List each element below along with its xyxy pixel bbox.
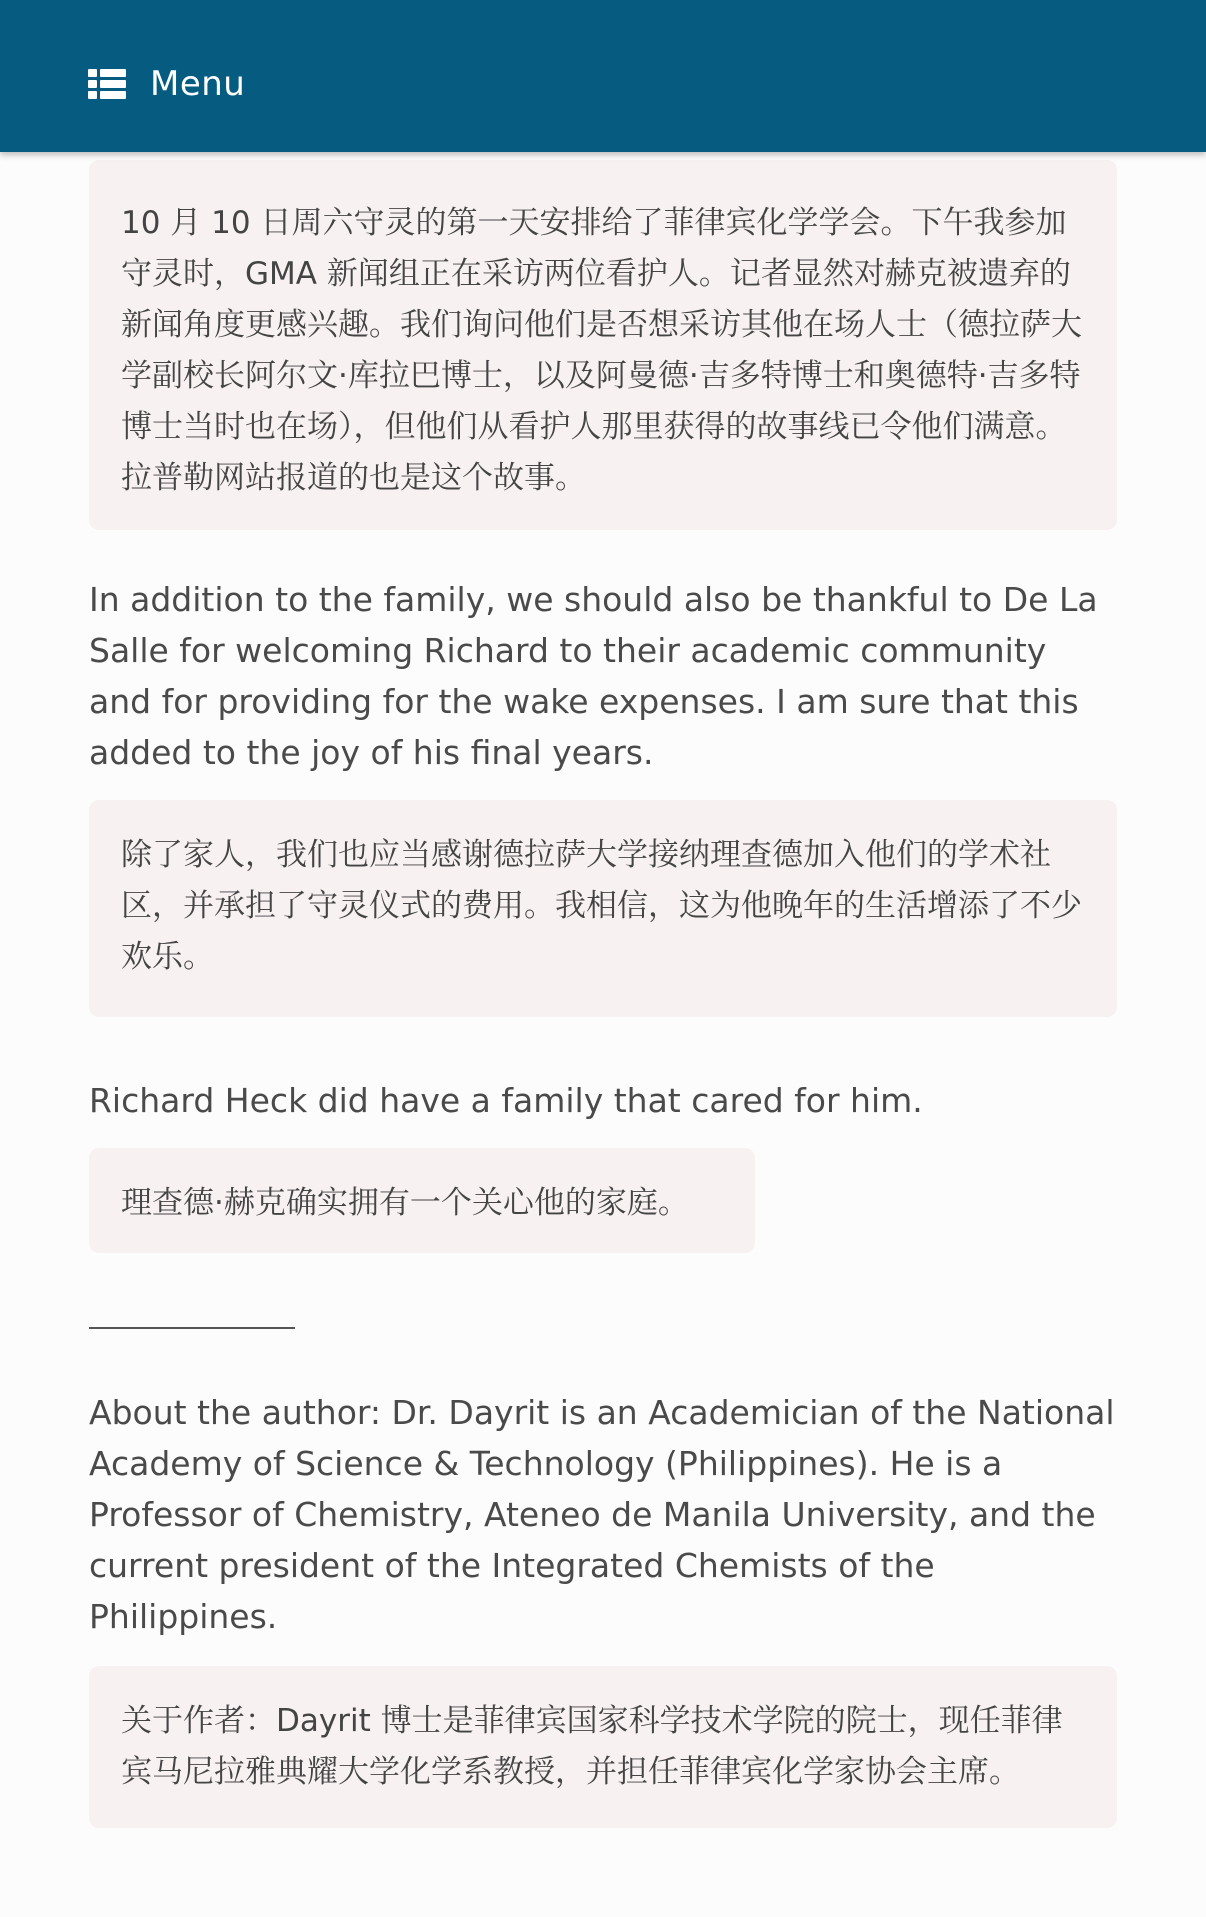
translation-block: 除了家人，我们也应当感谢德拉萨大学接纳理查德加入他们的学术社区，并承担了守灵仪式的费用。我相信，这为他晚年的生活增添了不少欢乐。: [89, 800, 1117, 1017]
translation-block: 10 月 10 日周六守灵的第一天安排给了菲律宾化学学会。下午我参加守灵时，GMA 新闻组正在采访两位看护人。记者显然对赫克被遗弃的新闻角度更感兴趣。我们询问他们是否想采访其他在场人士（德拉萨大学副校长阿尔文·库拉巴博士，以及阿曼德·吉多特博士和奥德特·吉多特博士当时也在场），但他们从看护人那里获得的故事线已令他们满意。拉普勒网站报道的也是这个故事。: [89, 160, 1117, 530]
section-divider: [89, 1309, 295, 1329]
top-nav-bar: [0, 0, 1206, 152]
article-paragraph: In addition to the family, we should also be thankful to De La Salle for welcoming Richard to their academic community and for providing for the wake expenses. I am sure that this added to the joy of his final years.: [89, 580, 1098, 772]
article-body: [89, 152, 1117, 1828]
translation-block: 关于作者：Dayrit 博士是菲律宾国家科学技术学院的院士，现任菲律宾马尼拉雅典耀大学化学系教授，并担任菲律宾化学家协会主席。: [89, 1666, 1117, 1828]
author-bio: About the author: Dr. Dayrit is an Academician of the National Academy of Science & Technology (Philippines). He is a Professor of Chemistry, Ateneo de Manila University, and the current president of the Integrated Chemists of the Philippines.: [89, 1393, 1115, 1636]
article-paragraph: Richard Heck did have a family that cared for him.: [89, 1081, 923, 1120]
menu-label: Menu: [150, 64, 246, 104]
list-icon: [88, 69, 126, 99]
menu-button[interactable]: [88, 62, 245, 106]
translation-block: 理查德·赫克确实拥有一个关心他的家庭。: [89, 1148, 755, 1253]
